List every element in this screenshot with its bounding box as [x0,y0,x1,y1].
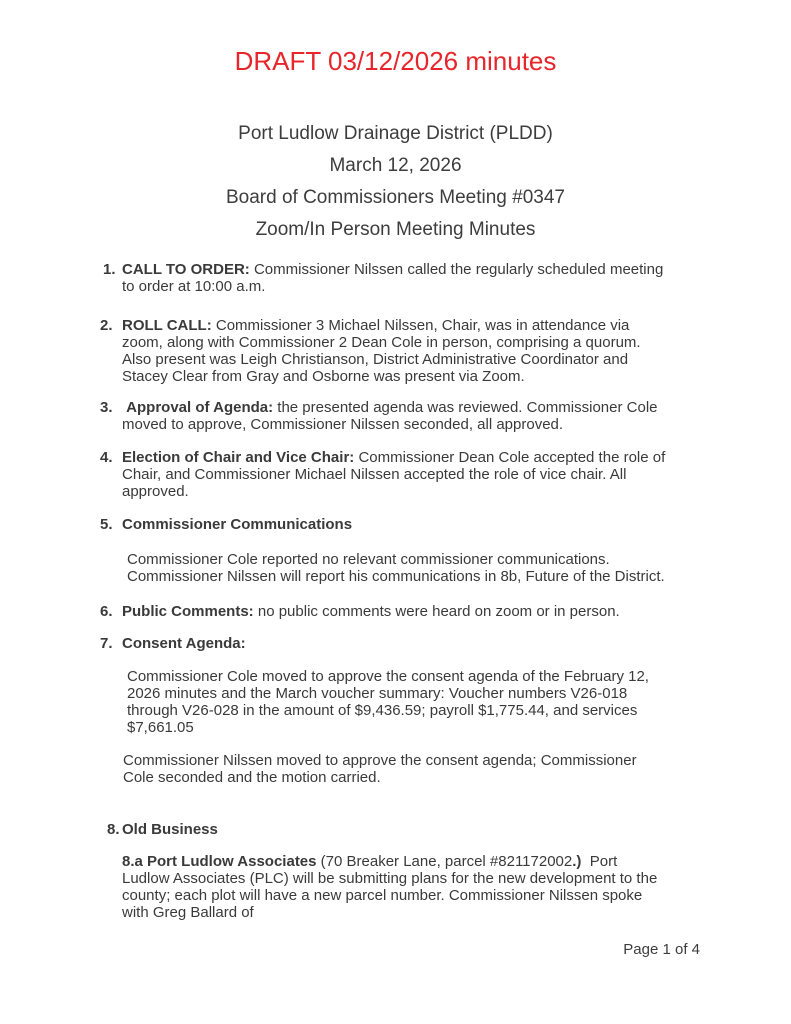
agenda-item-call-to-order [100,261,791,295]
item-number: 8. [107,821,120,838]
item-number: 7. [100,635,113,652]
header-org-name: Port Ludlow Drainage District (PLDD) [238,123,553,144]
item-text [122,635,670,652]
agenda-item-roll-call [100,317,791,385]
item-body: no public comments were heard on zoom or in person. [253,603,620,620]
document-header [0,118,791,246]
item-text [122,821,670,838]
old-business-8a-parcel: (70 Breaker Lane, parcel #821172002 [316,853,573,870]
header-meeting-date: March 12, 2026 [329,155,462,176]
item-body: Commissioner Nilssen called the regularly scheduled meeting to order at 10:00 a.m. [122,261,668,295]
item-body: Commissioner 3 Michael Nilssen, Chair, was in attendance via zoom, along with Commissioner 2 Dean Cole in person, comprising a quorum. Also present was Leigh Christianson, District Administrative Coordinator and Stacey Clear from Gray and Osborne was present via Zoom. [122,317,644,385]
item-body: the presented agenda was reviewed. Commissioner Cole moved to approve, Commissioner Nilssen seconded, all approved. [122,399,662,433]
item-text [122,603,670,620]
minutes-body [0,261,791,921]
agenda-item-commissioner-communications [100,516,791,533]
agenda-item-approval-of-agenda [100,399,791,433]
item-label: ROLL CALL: [122,317,212,334]
item-label: Approval of Agenda: [122,399,274,416]
item-label: CALL TO ORDER: [122,261,250,278]
item-number: 6. [100,603,113,620]
item-text [122,399,670,433]
item-text [122,516,670,533]
old-business-8a-parcel-close: .) [572,853,582,870]
agenda-item-consent-agenda [100,635,791,652]
header-meeting-type: Zoom/In Person Meeting Minutes [255,219,536,240]
item-label: Consent Agenda: [122,635,246,652]
agenda-item-public-comments [100,603,791,620]
item-label: Election of Chair and Vice Chair: [122,449,355,466]
consent-agenda-paragraph-1: Commissioner Cole moved to approve the consent agenda of the February 12, 2026 minutes and the March voucher summary: Voucher numbers V26-018 through V26-028 in the amount of $9,436.59; payroll $1,775.44, and services $7,661.05 [127,668,654,736]
item-number: 1. [103,261,116,278]
item-body: Commissioner Dean Cole accepted the role of Chair, and Commissioner Michael Nilssen accepted the role of vice chair. All approved. [122,449,670,500]
header-meeting-number: Board of Commissioners Meeting #0347 [225,187,565,208]
communications-paragraph: Commissioner Cole reported no relevant commissioner communications. Commissioner Nilssen will report his communications in 8b, Future of the District. [127,551,665,585]
old-business-8a-title: 8.a Port Ludlow Associates [122,853,317,870]
item-text [122,317,670,385]
page-number-footer: Page 1 of 4 [623,941,700,958]
item-number: 2. [100,317,113,334]
draft-watermark-title: DRAFT 03/12/2026 minutes [234,46,557,76]
consent-agenda-paragraph-2: Commissioner Nilssen moved to approve the consent agenda; Commissioner Cole seconded and the motion carried. [123,752,641,786]
agenda-item-old-business [100,821,791,838]
item-text [122,449,670,500]
agenda-item-election-of-chair [100,449,791,500]
item-text [122,261,670,295]
item-number: 3. [100,399,113,416]
item-label: Old Business [122,821,218,838]
item-label: Commissioner Communications [122,516,353,533]
item-number: 5. [100,516,113,533]
item-label: Public Comments: [122,603,254,620]
item-number: 4. [100,449,113,466]
old-business-8a-body: Port Ludlow Associates (PLC) will be submitting plans for the new development to the county; each plot will have a new parcel number. Commissioner Nilssen spoke with Greg Ballard of [122,853,662,921]
old-business-8a-paragraph [122,853,667,921]
